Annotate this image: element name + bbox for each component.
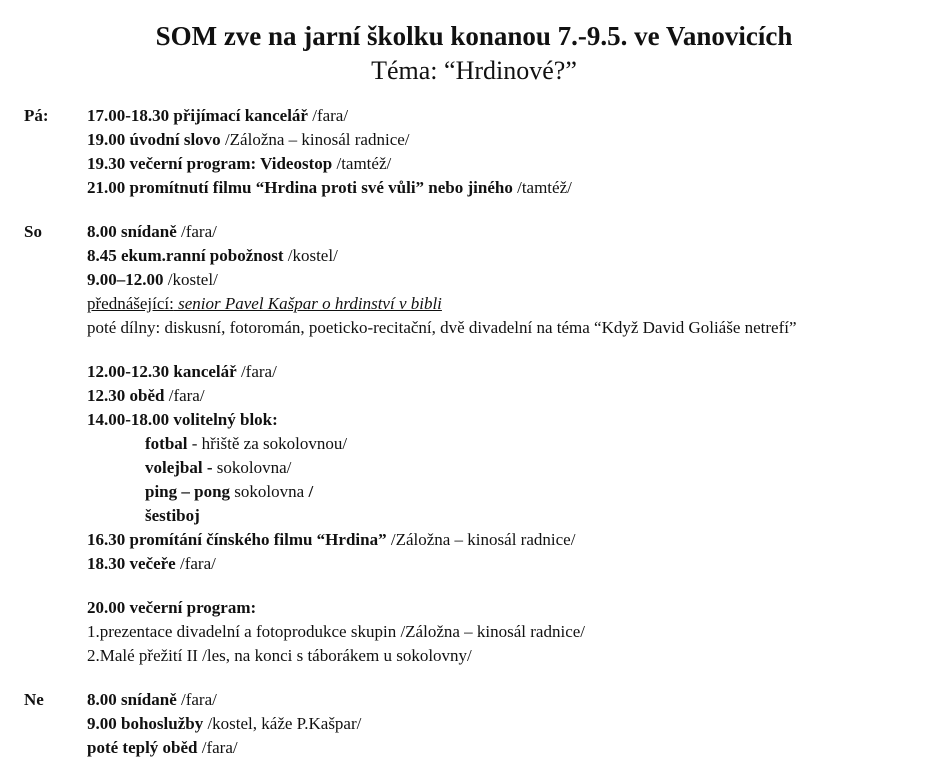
schedule-item: 19.00 úvodní slovo /Záložna – kinosál radnice/	[87, 130, 410, 149]
schedule-item: 21.00 promítnutí filmu “Hrdina proti své vůli” nebo jiného /tamtéž/	[87, 178, 572, 197]
evening-program-item: 2.Malé přežití II /les, na konci s táborákem u sokolovny/	[87, 646, 472, 665]
sport-option: ping – pong sokolovna /	[145, 482, 314, 501]
schedule-item: 12.30 oběd /fara/	[87, 386, 205, 405]
page-title: SOM zve na jarní školku konanou 7.-9.5. ve Vanovicích	[155, 21, 793, 51]
lecturer-line: přednášející: senior Pavel Kašpar o hrdinství v bibli	[87, 294, 442, 313]
schedule-item: 9.00–12.00 /kostel/	[87, 270, 218, 289]
day-label-sunday: Ne	[24, 690, 44, 709]
day-label-friday: Pá:	[24, 106, 49, 125]
workshops-line: poté dílny: diskusní, fotoromán, poeticko-recitační, dvě divadelní na téma “Když David Goliáše netrefí”	[87, 318, 797, 337]
schedule-item: poté teplý oběd /fara/	[87, 738, 238, 757]
schedule-item: 8.00 snídaně /fara/	[87, 222, 217, 241]
schedule-item: 16.30 promítání čínského filmu “Hrdina” /Záložna – kinosál radnice/	[87, 530, 576, 549]
day-label-saturday: So	[24, 222, 42, 241]
schedule-item: 8.45 ekum.ranní pobožnost /kostel/	[87, 246, 338, 265]
evening-program-heading: 20.00 večerní program:	[87, 598, 257, 617]
sport-option: šestiboj	[145, 506, 200, 525]
schedule-item: 14.00-18.00 volitelný blok:	[87, 410, 278, 429]
schedule-item: 12.00-12.30 kancelář /fara/	[87, 362, 277, 381]
evening-program-item: 1.prezentace divadelní a fotoprodukce skupin /Záložna – kinosál radnice/	[87, 622, 586, 641]
schedule-item: 8.00 snídaně /fara/	[87, 690, 217, 709]
schedule-item: 18.30 večeře /fara/	[87, 554, 216, 573]
page-subtitle: Téma: “Hrdinové?”	[371, 56, 577, 85]
schedule-item: 9.00 bohoslužby /kostel, káže P.Kašpar/	[87, 714, 362, 733]
sport-option: volejbal - sokolovna/	[145, 458, 292, 477]
schedule-item: 17.00-18.30 přijímací kancelář /fara/	[87, 106, 349, 125]
sport-option: fotbal - hřiště za sokolovnou/	[145, 434, 348, 453]
schedule-item: 19.30 večerní program: Videostop /tamtéž/	[87, 154, 392, 173]
